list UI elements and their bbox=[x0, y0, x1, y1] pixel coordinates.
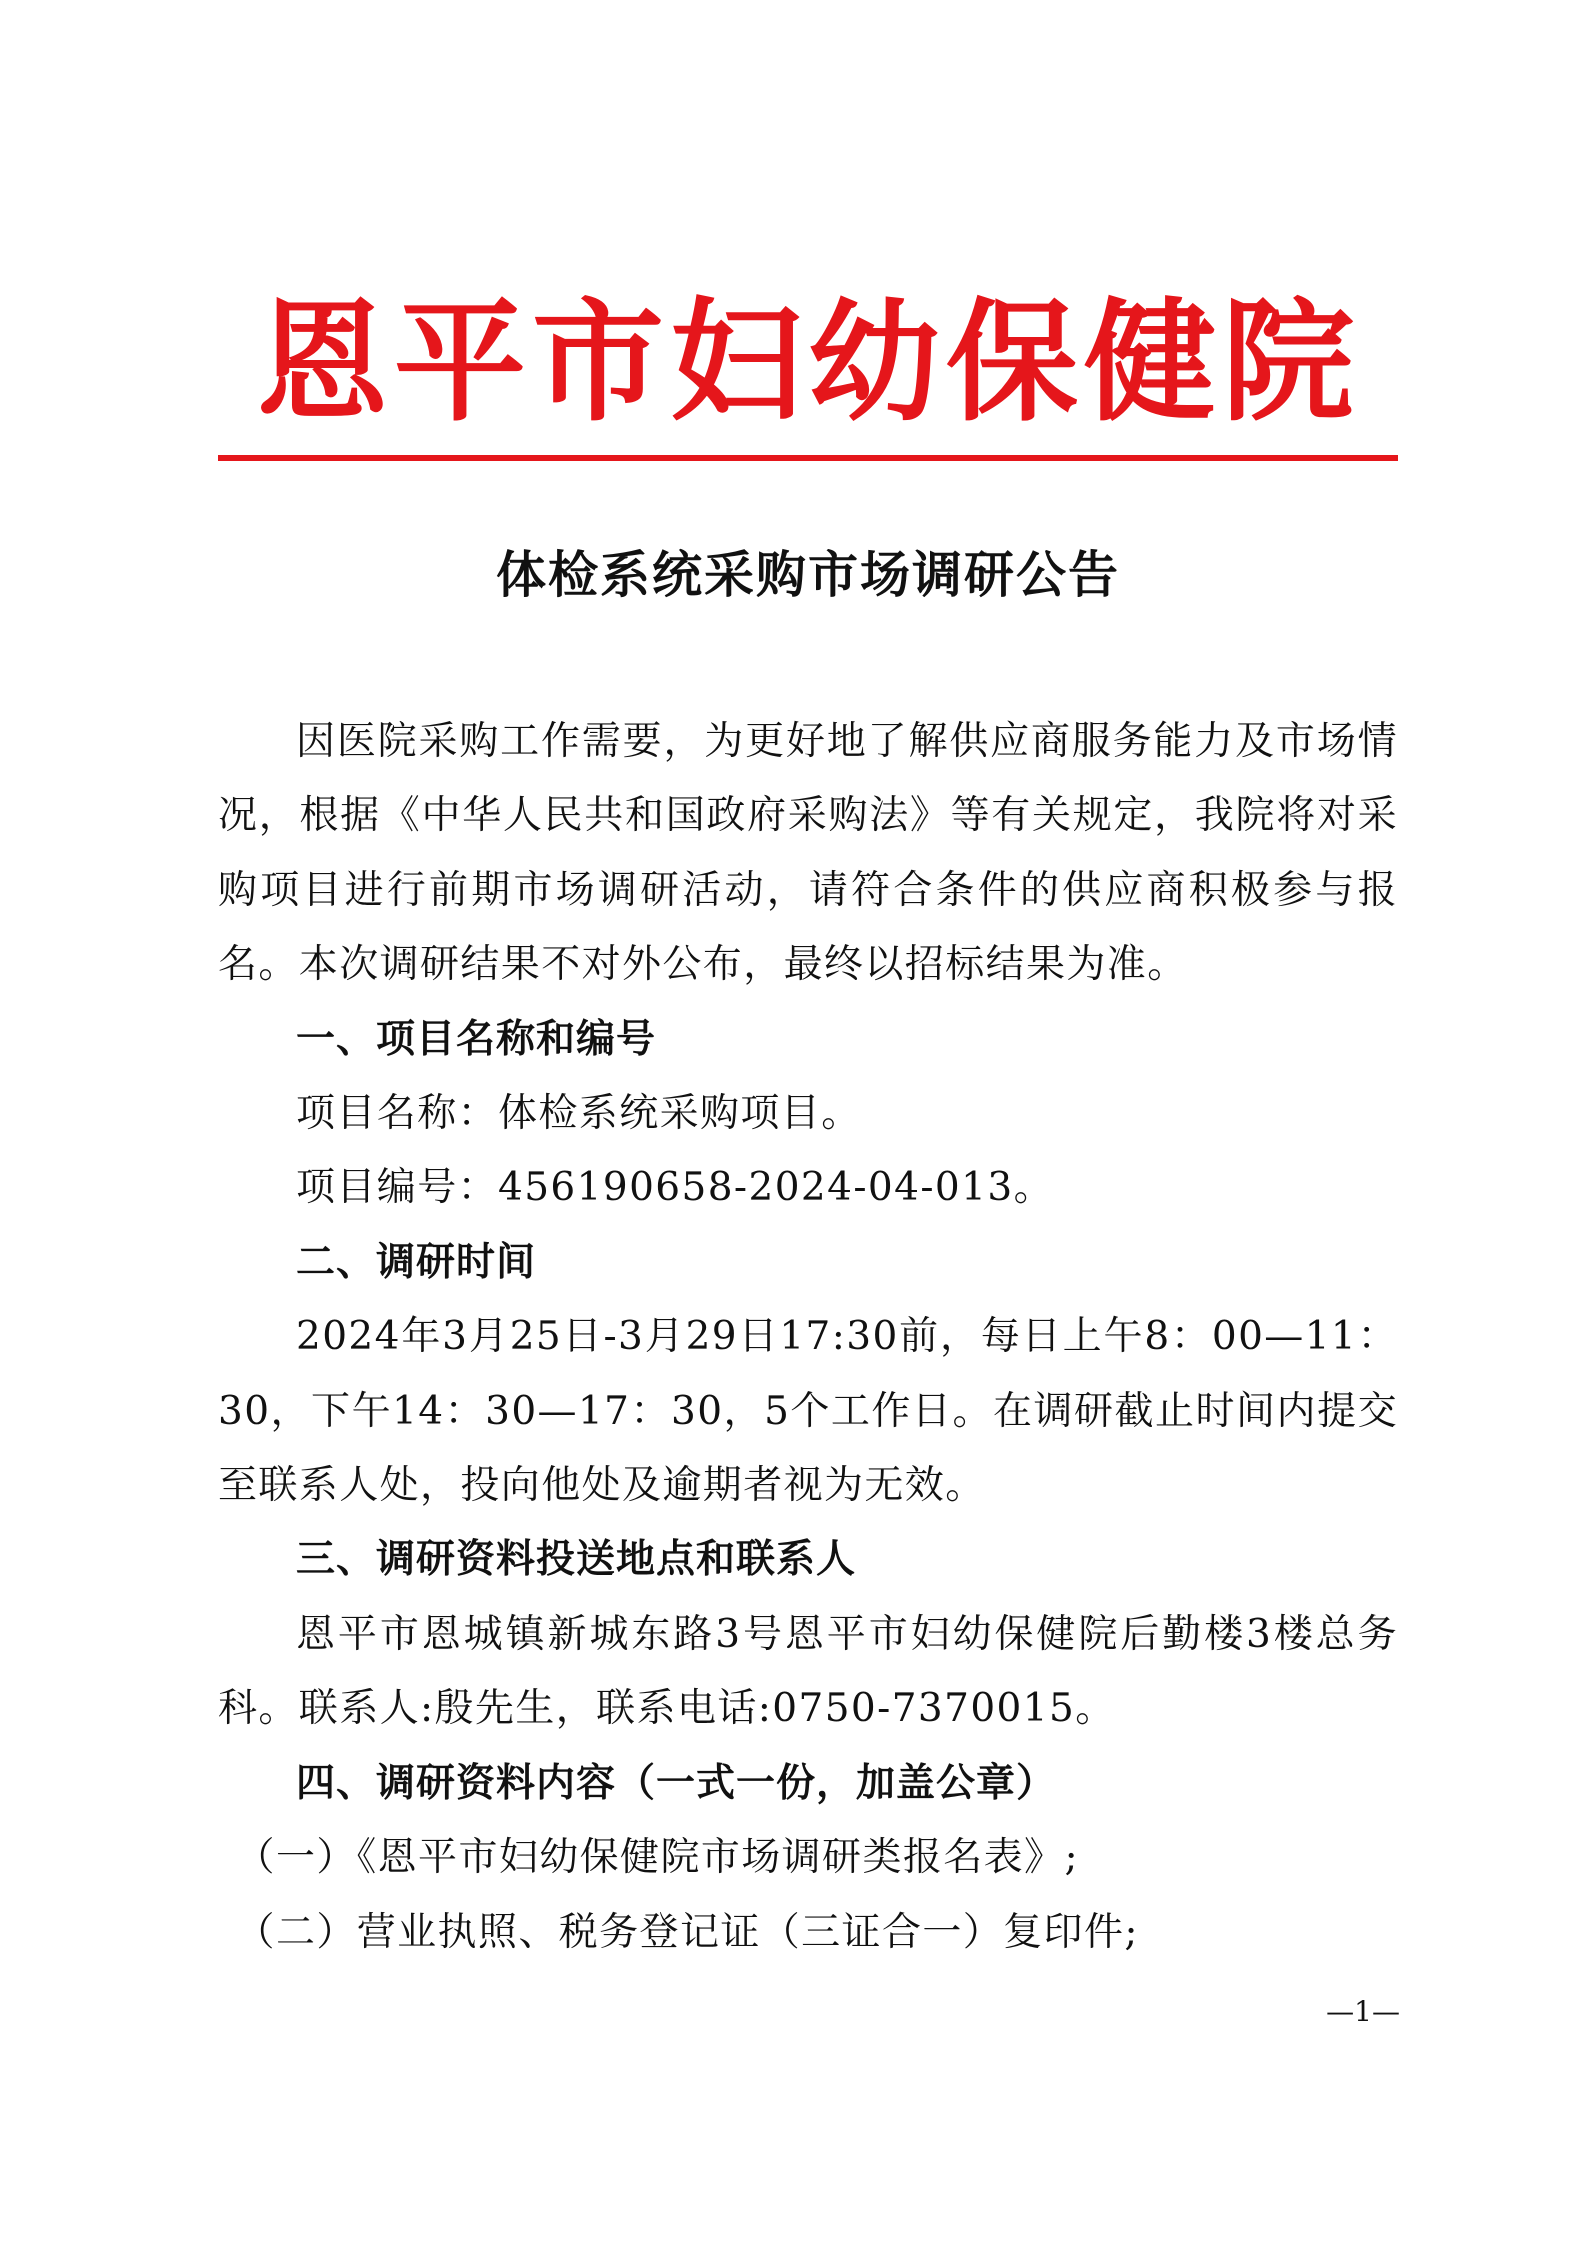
masthead-red-rule bbox=[218, 455, 1398, 461]
page-number: —1— bbox=[1326, 1995, 1400, 2028]
project-name-line: 项目名称：体检系统采购项目。 bbox=[296, 1091, 862, 1137]
project-number-line: 项目编号：456190658-2024-04-013。 bbox=[296, 1165, 1054, 1211]
intro-paragraph: 因医院采购工作需要，为更好地了解供应商服务能力及市场情况，根据《中华人民共和国政府采购法》等有关规定，我院将对采购项目进行前期市场调研活动，请符合条件的供应商积极参与报名。本次调研结果不对外公布，最终以招标结果为准。 bbox=[218, 719, 1398, 988]
document-body bbox=[218, 705, 1398, 1970]
materials-item-1: （一）《恩平市妇幼保健院市场调研类报名表》; bbox=[235, 1835, 1079, 1881]
survey-time-paragraph: 2024年3月25日-3月29日17:30前，每日上午8：00—11：30，下午14：30—17：30，5个工作日。在调研截止时间内提交至联系人处，投向他处及逾期者视为无效。 bbox=[218, 1314, 1398, 1509]
section-heading-project: 一、项目名称和编号 bbox=[296, 1016, 657, 1062]
masthead-org-name: 恩平市妇幼保健院 bbox=[256, 286, 1360, 440]
section-heading-time: 二、调研时间 bbox=[296, 1239, 537, 1285]
section-heading-location: 三、调研资料投送地点和联系人 bbox=[296, 1537, 857, 1583]
document-title: 体检系统采购市场调研公告 bbox=[496, 546, 1120, 604]
location-contact-paragraph: 恩平市恩城镇新城东路3号恩平市妇幼保健院后勤楼3楼总务科。联系人:殷先生，联系电话:0750-7370015。 bbox=[218, 1611, 1398, 1732]
section-heading-materials: 四、调研资料内容（一式一份，加盖公章） bbox=[296, 1760, 1057, 1806]
materials-item-2: （二）营业执照、税务登记证（三证合一）复印件; bbox=[235, 1909, 1139, 1955]
